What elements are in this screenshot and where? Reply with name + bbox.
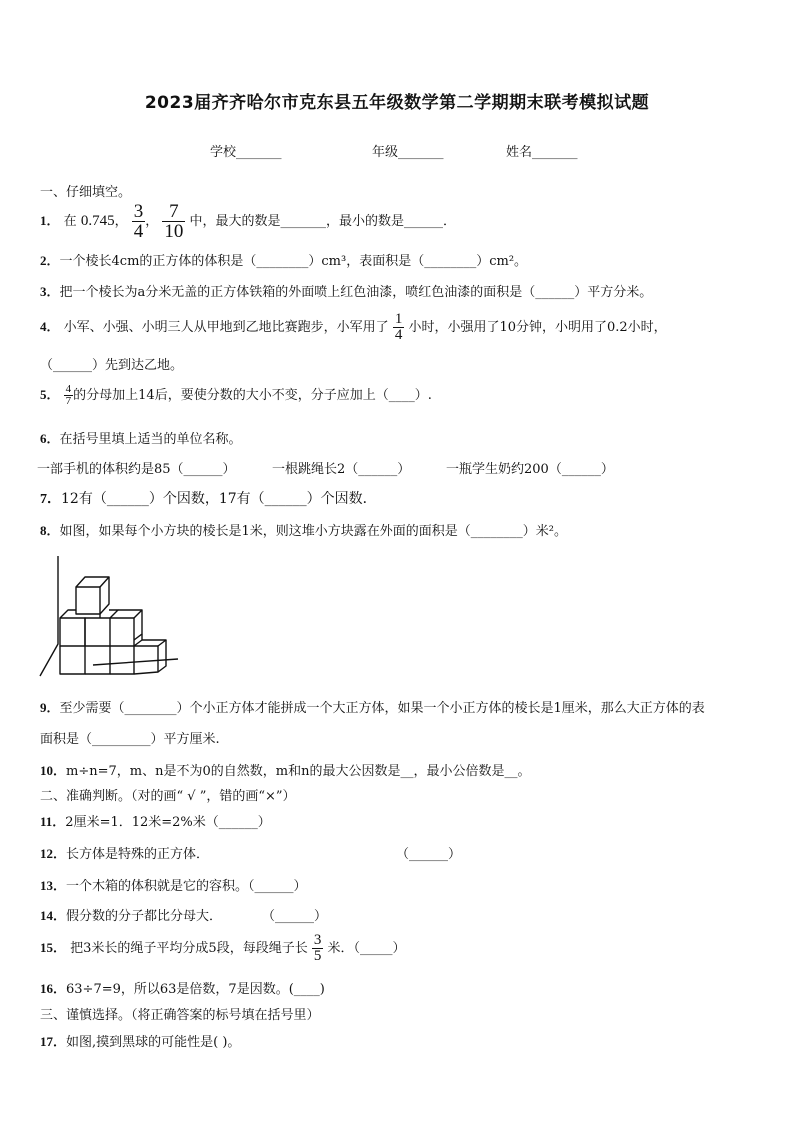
section-heading-1: 一、仔细填空。 — [40, 185, 132, 200]
question-number: 9． — [40, 700, 60, 715]
question-13 — [40, 875, 307, 894]
question-11 — [40, 811, 271, 830]
question-text: 假分数的分子都比分母大． — [66, 909, 223, 924]
fraction: $\frac{3}{4}$ — [133, 201, 144, 242]
grade-field: 年级_______ — [372, 145, 444, 160]
question-number: 17． — [40, 1034, 67, 1049]
question-7 — [40, 488, 377, 508]
question-1: 1． 在 0.745， $\frac{3}{4}$ ， $\frac{7}{10}$ 中，最大的数是_______，最小的数是______． — [40, 201, 456, 242]
question-number: 2． — [40, 253, 60, 268]
question-text: 一个木箱的体积就是它的容积。（______） — [66, 879, 307, 894]
fraction: $\frac{7}{10}$ — [164, 201, 184, 242]
question-4 — [40, 312, 667, 343]
question-text: 2厘米=1．12米=2%米（______） — [65, 815, 271, 830]
fraction: $\frac{3}{5}$ — [313, 932, 322, 964]
question-text: 长方体是特殊的正方体． — [66, 847, 210, 862]
question-number: 15． — [40, 940, 67, 955]
decimal-value: 0.745 — [80, 213, 115, 229]
question-number: 14． — [40, 908, 67, 923]
question-number: 10． — [40, 763, 67, 778]
question-text: 中，最大的数是_______，最小的数是______． — [189, 214, 456, 229]
question-text: m÷n=7，m、n是不为0的自然数，m和n的最大公因数是__，最小公倍数是__。 — [66, 764, 531, 779]
question-text: 一个棱长4cm的正方体的体积是（________）cm³，表面积是（________）cm²。 — [59, 254, 528, 269]
question-text: 在括号里填上适当的单位名称。 — [59, 432, 242, 447]
question-14 — [40, 905, 222, 924]
question-12-blank: （______） — [396, 847, 462, 862]
question-number: 4． — [40, 319, 60, 334]
question-number: 7． — [40, 492, 61, 507]
name-field: 姓名_______ — [506, 145, 578, 160]
question-text: 如图，如果每个小方块的棱长是1米，则这堆小方块露在外面的面积是（________）米²。 — [59, 524, 567, 539]
fraction: $\frac{1}{4}$ — [394, 311, 403, 343]
question-number: 1． — [40, 213, 60, 228]
question-number: 16． — [40, 981, 67, 996]
question-6-item-a: 一部手机的体积约是85（______） — [37, 462, 236, 477]
question-text: 的分母加上14后，要使分数的大小不变，分子应加上（____）. — [73, 388, 432, 403]
question-number: 6． — [40, 431, 60, 446]
question-9-line-2: 面积是（_________）平方厘米. — [40, 732, 220, 747]
question-text: 在 — [63, 214, 77, 229]
question-6-item-c: 一瓶学生奶约200（______） — [446, 462, 614, 477]
question-16 — [40, 978, 325, 997]
question-text: 小时，小强用了10分钟，小明用了0.2小时， — [408, 320, 667, 335]
fraction: $\frac{4}{7}$ — [65, 383, 72, 407]
question-14-blank: （______） — [262, 909, 328, 924]
cube-stack-figure — [38, 552, 183, 682]
question-text: 米．（_____） — [327, 941, 406, 956]
question-10 — [40, 760, 530, 779]
question-4-line-2: （______）先到达乙地。 — [40, 358, 184, 373]
question-text: 把一个棱长为a分米无盖的正方体铁箱的外面喷上红色油漆，喷红色油漆的面积是（______）平方分米。 — [59, 285, 653, 300]
question-6 — [40, 428, 242, 447]
question-text: 小军、小强、小明三人从甲地到乙地比赛跑步，小军用了 — [63, 320, 389, 335]
section-heading-2: 二、准确判断。（对的画“ √ ”，错的画“×”） — [40, 789, 296, 804]
question-number: 11． — [40, 814, 66, 829]
question-text: 把3米长的绳子平均分成5段，每段绳子长 — [70, 941, 308, 956]
page-title: 2023届齐齐哈尔市克东县五年级数学第二学期期末联考模拟试题 — [144, 93, 650, 113]
question-text: 12有（______）个因数，17有（______）个因数． — [61, 491, 377, 507]
question-number: 13． — [40, 878, 67, 893]
question-12 — [40, 843, 209, 862]
question-9 — [40, 697, 705, 716]
question-6-item-b: 一根跳绳长2（______） — [272, 462, 411, 477]
question-15 — [40, 933, 406, 964]
question-3 — [40, 281, 652, 300]
question-text: 如图,摸到黑球的可能性是( )。 — [66, 1035, 241, 1050]
question-8 — [40, 520, 567, 539]
question-text: 63÷7=9，所以63是倍数，7是因数。(____) — [66, 982, 325, 997]
school-field: 学校_______ — [210, 145, 282, 160]
question-number: 12． — [40, 846, 67, 861]
question-5 — [40, 384, 432, 407]
question-number: 8． — [40, 523, 60, 538]
question-number: 5． — [40, 387, 60, 402]
section-heading-3: 三、谨慎选择。（将正确答案的标号填在括号里） — [40, 1008, 320, 1023]
question-text: 至少需要（________）个小正方体才能拼成一个大正方体，如果一个小正方体的棱长是1厘米，那么大正方体的表 — [59, 701, 705, 716]
question-17 — [40, 1031, 240, 1050]
question-2 — [40, 250, 527, 269]
question-number: 3． — [40, 284, 60, 299]
